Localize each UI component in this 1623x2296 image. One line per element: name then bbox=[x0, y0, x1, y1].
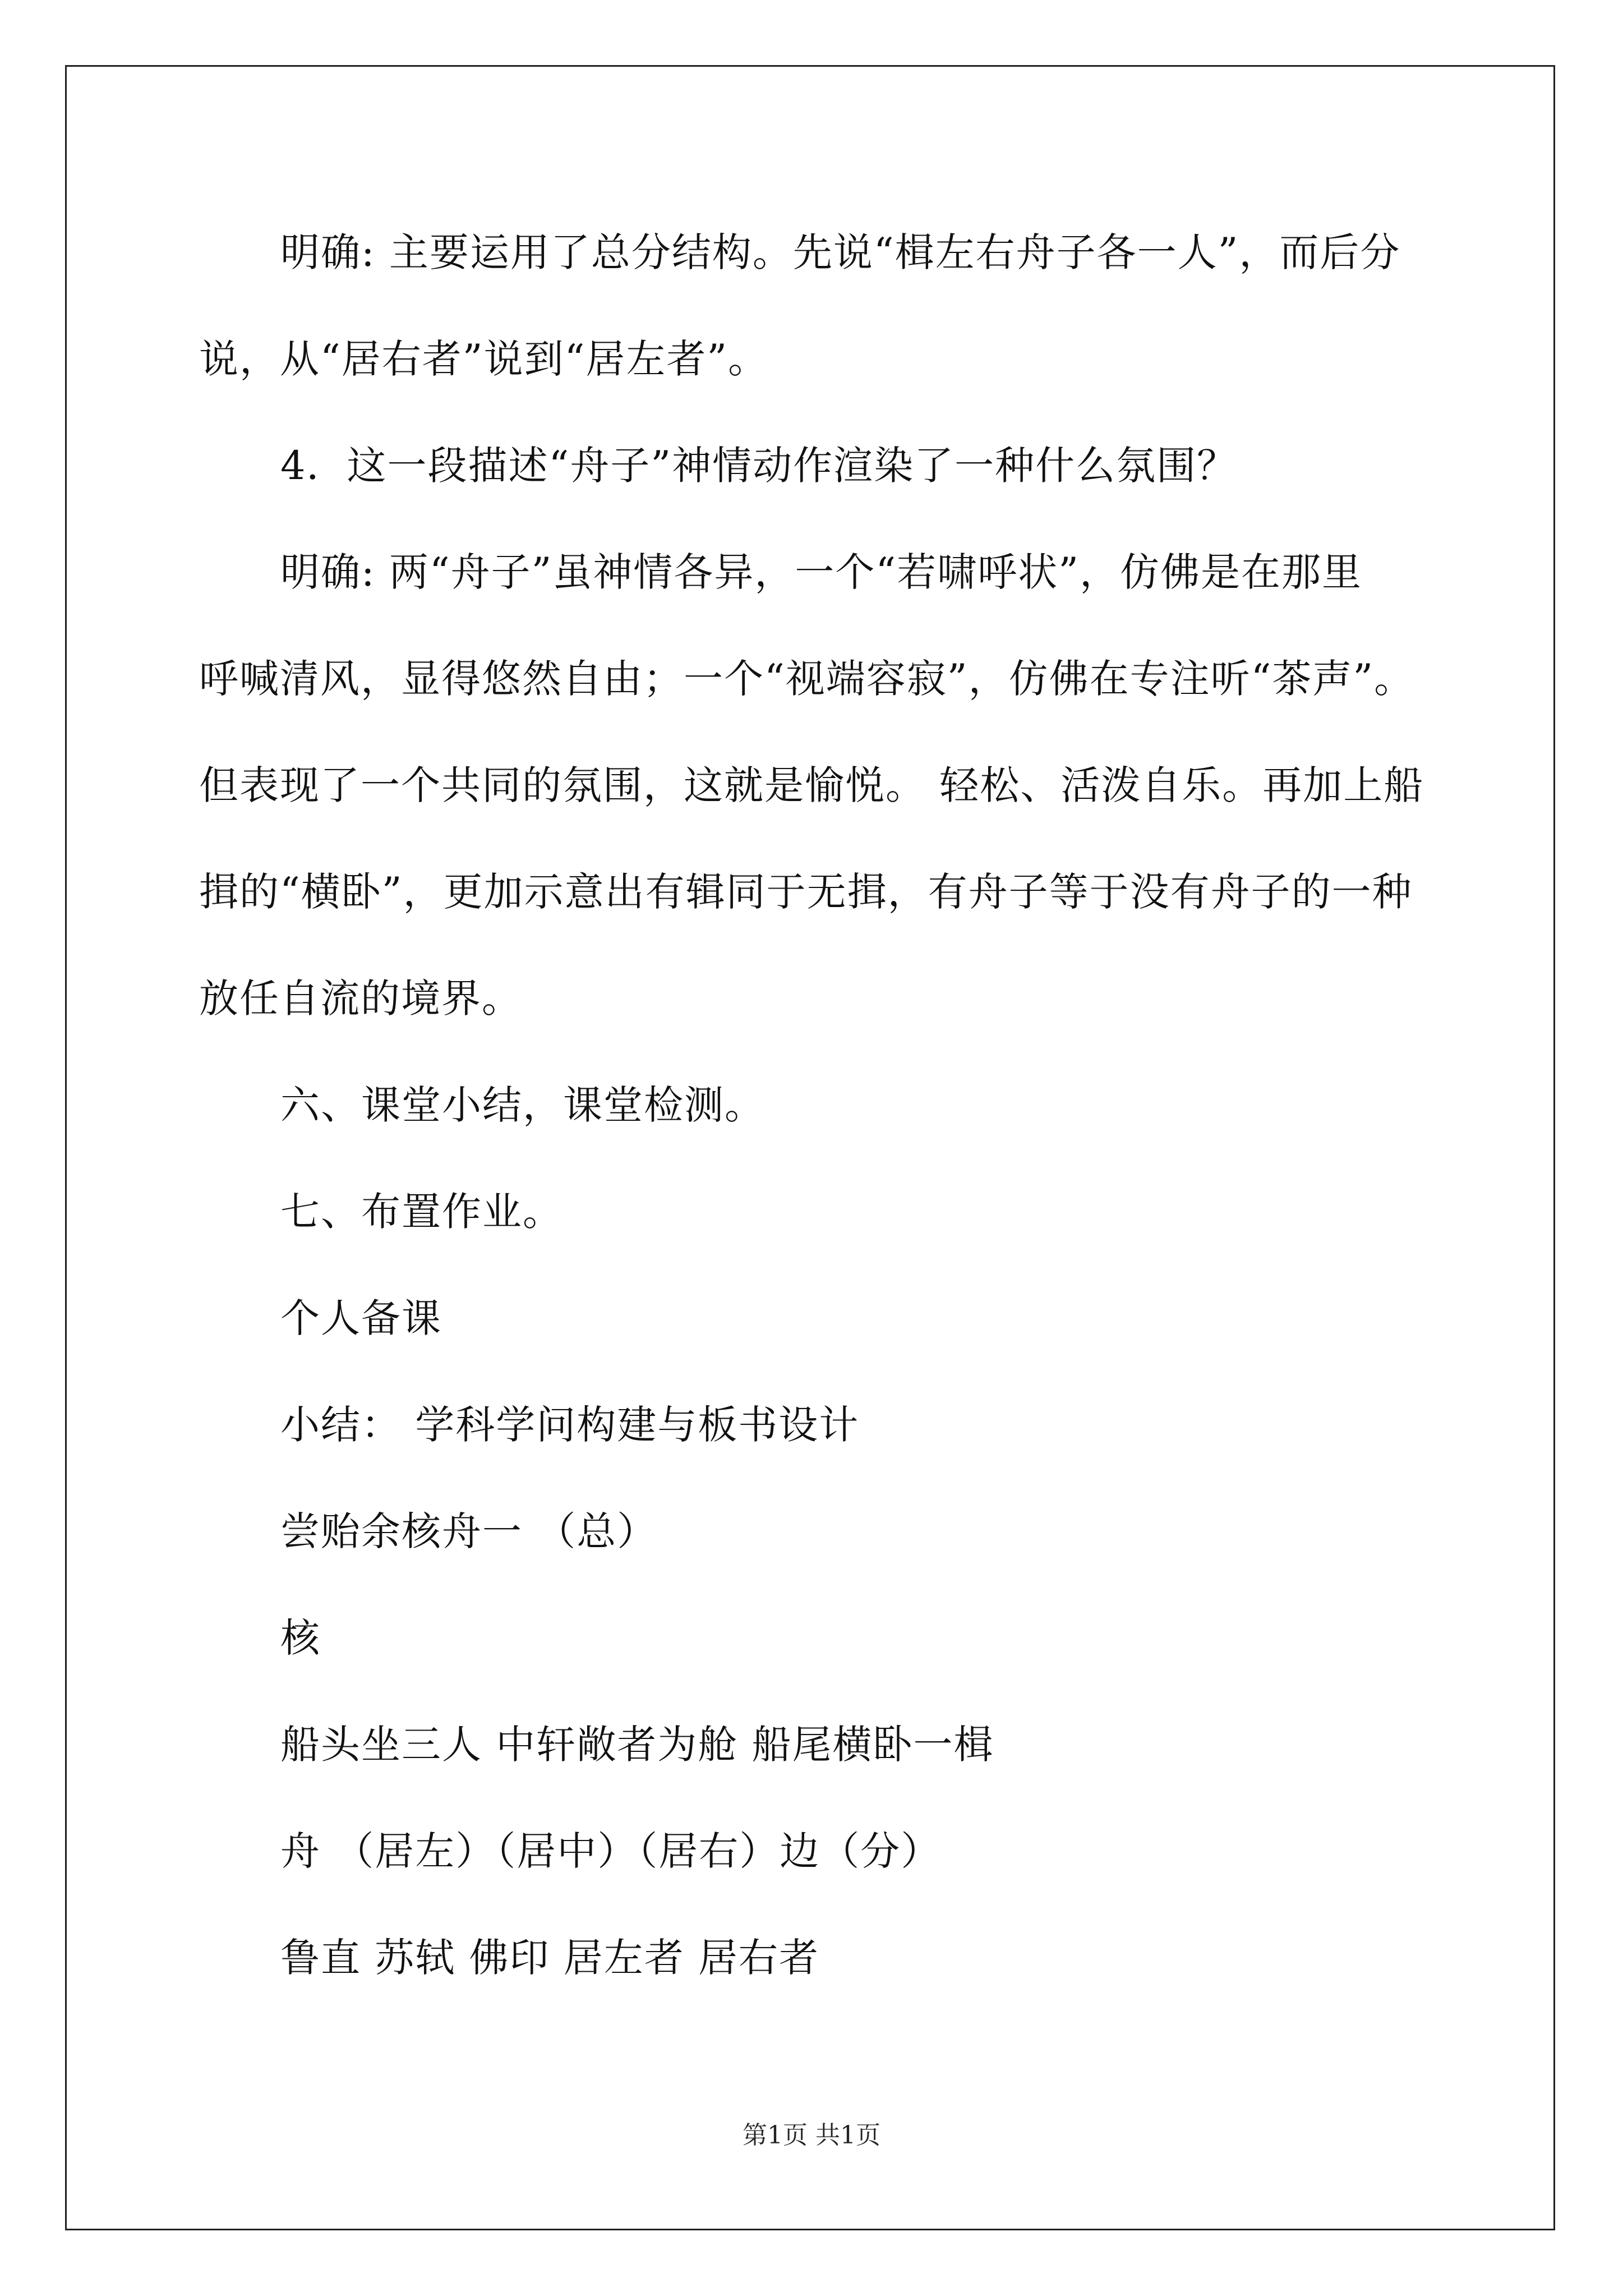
page-footer: 第1页 共1页 bbox=[743, 2121, 880, 2150]
page-border bbox=[65, 65, 1555, 2230]
paragraph-line: 鲁直 苏轼 佛印 居左者 居右者 bbox=[280, 1935, 820, 1981]
paragraph-line: 小结： 学科学问构建与板书设计 bbox=[280, 1402, 860, 1448]
paragraph-line: 船头坐三人 中轩敞者为舱 船尾横卧一楫 bbox=[280, 1722, 994, 1768]
paragraph-line: 六、课堂小结，课堂检测。 bbox=[280, 1082, 765, 1128]
paragraph-line: 呼喊清风，显得悠然自由；一个“视端容寂”，仿佛在专注听“茶声”。 bbox=[199, 656, 1415, 702]
paragraph-line: 个人备课 bbox=[280, 1295, 442, 1341]
paragraph-line: 说，从“居右者”说到“居左者”。 bbox=[199, 336, 769, 382]
paragraph-line: 明确: 主要运用了总分结构。先说“楫左右舟子各一人”，而后分 bbox=[280, 229, 1401, 275]
paragraph-line: 七、布置作业。 bbox=[280, 1189, 563, 1235]
paragraph-line: 揖的“横卧”，更加示意出有辑同于无揖，有舟子等于没有舟子的一种 bbox=[199, 869, 1413, 915]
paragraph-line: 4．这一段描述“舟子”神情动作渲染了一种什么氛围？ bbox=[280, 443, 1238, 489]
paragraph-line: 放任自流的境界。 bbox=[199, 976, 522, 1022]
paragraph-line: 尝贻余核舟一 （总） bbox=[280, 1508, 658, 1554]
paragraph-line: 但表现了一个共同的氛围，这就是愉悦。 轻松、活泼自乐。再加上船 bbox=[199, 762, 1424, 808]
paragraph-line: 核 bbox=[280, 1615, 321, 1661]
paragraph-line: 舟 （居左）（居中）（居右）边（分） bbox=[280, 1828, 942, 1874]
paragraph-line: 明确: 两“舟子”虽神情各异，一个“若啸呼状”，仿佛是在那里 bbox=[280, 549, 1362, 595]
